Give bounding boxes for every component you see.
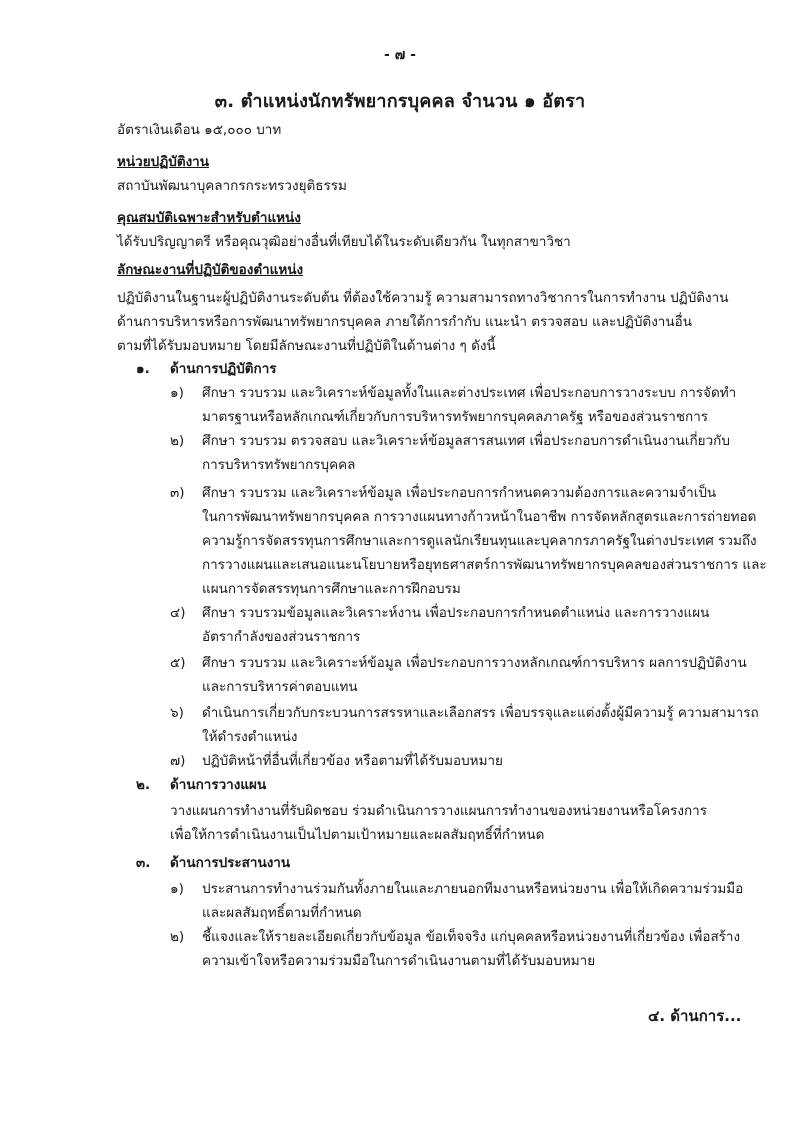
continuation-marker: ๔. ด้านการ... — [648, 1007, 742, 1025]
item-line: ศึกษา รวบรวมข้อมูลและวิเคราะห์งาน เพื่อประกอบการกำหนดตำแหน่ง และการวางแผน — [202, 605, 710, 621]
item-number: ๒) — [170, 433, 185, 449]
salary-text: อัตราเงินเดือน ๑๕,๐๐๐ บาท — [117, 122, 282, 138]
section-paragraph-line: เพื่อให้การดำเนินงานเป็นไปตามเป้าหมายและผลสัมฤทธิ์ที่กำหนด — [170, 827, 545, 843]
item-number: ๖) — [170, 705, 184, 721]
section-number: ๑. — [136, 361, 150, 377]
item-line: ความเข้าใจหรือความร่วมมือในการดำเนินงานตามที่ได้รับมอบหมาย — [202, 953, 596, 969]
item-line: และการบริหารค่าตอบแทน — [202, 679, 358, 695]
section-title: ด้านการวางแผน — [170, 777, 267, 793]
item-line: แผนการจัดสรรทุนการศึกษาและการฝึกอบรม — [202, 581, 461, 597]
item-number: ๓) — [170, 485, 185, 501]
item-number: ๒) — [170, 929, 185, 945]
duties-intro-line: ตามที่ได้รับมอบหมาย โดยมีลักษณะงานที่ปฏิบัติในด้านต่าง ๆ ดังนี้ — [117, 338, 496, 354]
item-number: ๑) — [170, 385, 184, 401]
item-line: ความรู้การจัดสรรทุนการศึกษาและการดูแลนักเรียนทุนและบุคลากรภาครัฐในต่างประเทศ รวมถึง — [202, 533, 757, 549]
item-line: การบริหารทรัพยากรบุคคล — [202, 457, 356, 473]
section-paragraph-line: วางแผนการทำงานที่รับผิดชอบ ร่วมดำเนินการวางแผนการทำงานของหน่วยงานหรือโครงการ — [170, 803, 707, 819]
item-line: ศึกษา รวบรวม ตรวจสอบ และวิเคราะห์ข้อมูลสารสนเทศ เพื่อประกอบการดำเนินงานเกี่ยวกับ — [202, 433, 730, 449]
section-number: ๓. — [136, 855, 151, 871]
item-number: ๕) — [170, 655, 186, 671]
item-line: ประสานการทำงานร่วมกันทั้งภายในและภายนอกทีมงานหรือหน่วยงาน เพื่อให้เกิดความร่วมมือ — [202, 881, 744, 897]
item-line: ศึกษา รวบรวม และวิเคราะห์ข้อมูลทั้งในและต่างประเทศ เพื่อประกอบการวางระบบ การจัดทำ — [202, 385, 737, 401]
unit-heading: หน่วยปฏิบัติงาน — [117, 154, 209, 170]
duties-intro-line: ปฏิบัติงานในฐานะผู้ปฏิบัติงานระดับต้น ที่ต้องใช้ความรู้ ความสามารถทางวิชาการในการทำงาน ปฏิบัติงาน — [117, 290, 729, 306]
item-line: มาตรฐานหรือหลักเกณฑ์เกี่ยวกับการบริหารทรัพยากรบุคคลภาครัฐ หรือของส่วนราชการ — [202, 409, 709, 425]
item-line: ปฏิบัติหน้าที่อื่นที่เกี่ยวข้อง หรือตามที่ได้รับมอบหมาย — [202, 753, 503, 769]
item-line: ให้ดำรงตำแหน่ง — [202, 729, 298, 745]
item-number: ๗) — [170, 753, 186, 769]
item-line: ดำเนินการเกี่ยวกับกระบวนการสรรหาและเลือกสรร เพื่อบรรจุและแต่งตั้งผู้มีความรู้ ความสามารถ — [202, 705, 759, 721]
item-line: ศึกษา รวบรวม และวิเคราะห์ข้อมูล เพื่อประกอบการวางหลักเกณฑ์การบริหาร ผลการปฏิบัติงาน — [202, 655, 747, 671]
section-number: ๒. — [136, 777, 151, 793]
item-line: อัตรากำลังของส่วนราชการ — [202, 629, 361, 645]
item-line: ศึกษา รวบรวม และวิเคราะห์ข้อมูล เพื่อประกอบการกำหนดความต้องการและความจำเป็น — [202, 485, 717, 501]
item-line: ในการพัฒนาทรัพยากรบุคคล การวางแผนทางก้าวหน้าในอาชีพ การจัดหลักสูตรและการถ่ายทอด — [202, 509, 757, 525]
qualification-heading: คุณสมบัติเฉพาะสำหรับตำแหน่ง — [117, 210, 301, 226]
unit-text: สถาบันพัฒนาบุคลากรกระทรวงยุติธรรม — [117, 178, 347, 194]
duties-intro-line: ด้านการบริหารหรือการพัฒนาทรัพยากรบุคคล ภายใต้การกำกับ แนะนำ ตรวจสอบ และปฏิบัติงานอื่น — [117, 314, 692, 330]
qualification-text: ได้รับปริญญาตรี หรือคุณวุฒิอย่างอื่นที่เทียบได้ในระดับเดียวกัน ในทุกสาขาวิชา — [117, 234, 571, 250]
item-line: และผลสัมฤทธิ์ตามที่กำหนด — [202, 905, 362, 921]
item-number: ๑) — [170, 881, 184, 897]
page-number: - ๗ - — [384, 47, 416, 63]
item-line: การวางแผนและเสนอแนะนโยบายหรือยุทธศาสตร์การพัฒนาทรัพยากรบุคคลของส่วนราชการ และ — [202, 557, 767, 573]
page-title: ๓. ตำแหน่งนักทรัพยากรบุคคล จำนวน ๑ อัตรา — [214, 91, 586, 112]
item-line: ชี้แจงและให้รายละเอียดเกี่ยวกับข้อมูล ข้อเท็จจริง แก่บุคคลหรือหน่วยงานที่เกี่ยวข้อง เพื่อสร้าง — [202, 929, 741, 945]
duties-heading: ลักษณะงานที่ปฏิบัติของตำแหน่ง — [117, 262, 304, 278]
section-title: ด้านการปฏิบัติการ — [170, 361, 277, 377]
item-number: ๔) — [170, 605, 186, 621]
section-title: ด้านการประสานงาน — [170, 855, 291, 871]
